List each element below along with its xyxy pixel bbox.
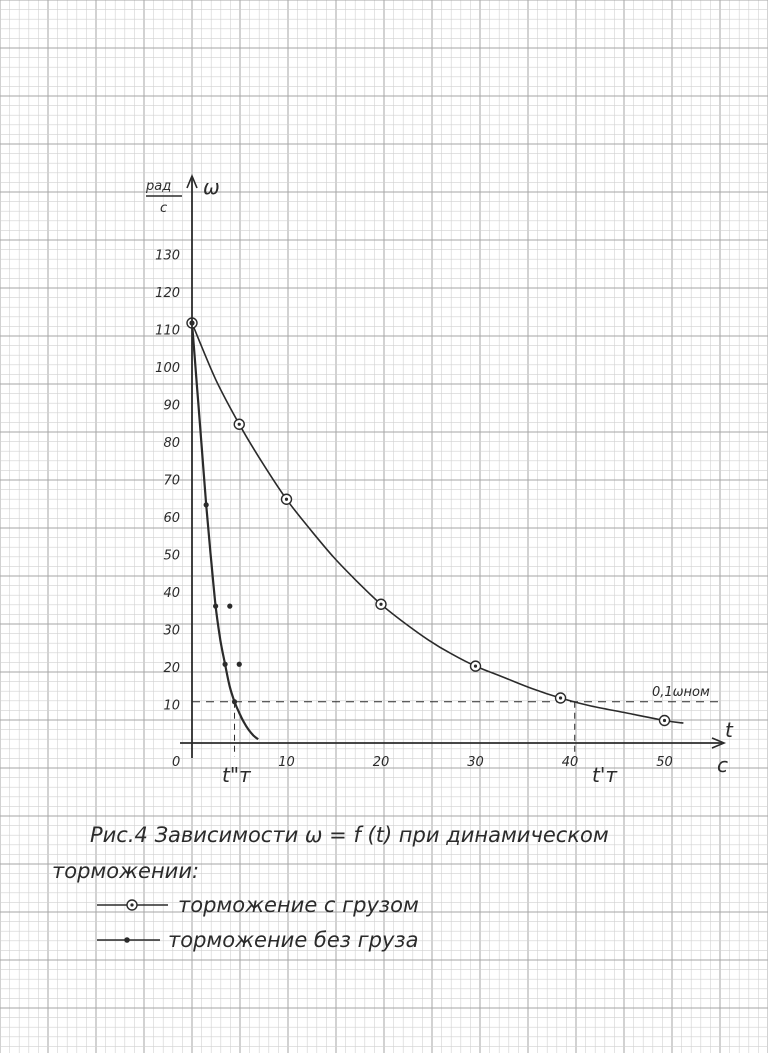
threshold-label: 0,1ωном	[652, 685, 710, 700]
data-point-loaded-center	[238, 423, 241, 426]
data-point-unloaded	[232, 699, 237, 704]
y-tick-label: 90	[163, 398, 180, 414]
x-tick-label: 40	[561, 755, 579, 770]
legend-marker-loaded-center	[130, 903, 133, 906]
x-tick-label: 20	[372, 755, 390, 770]
data-point-unloaded	[237, 662, 242, 667]
y-tick-label: 70	[163, 473, 180, 489]
y-tick-label: 130	[155, 248, 180, 264]
data-point-unloaded	[222, 662, 227, 667]
origin-label: 0	[172, 755, 181, 770]
y-tick-label: 110	[155, 323, 180, 339]
data-point-loaded-center	[285, 498, 288, 501]
y-tick-label: 10	[163, 698, 180, 714]
y-axis-unit-numerator: рад	[146, 179, 172, 194]
x-tick-label: 30	[467, 755, 484, 770]
y-tick-label: 120	[155, 286, 180, 301]
legend-marker-unloaded	[124, 937, 130, 943]
y-tick-label: 80	[163, 436, 180, 451]
y-tick-label: 40	[163, 586, 180, 601]
data-point-loaded-center	[663, 719, 666, 722]
y-tick-label: 60	[163, 511, 180, 526]
data-point-unloaded	[227, 604, 232, 609]
data-point-loaded-center	[379, 603, 382, 606]
y-tick-label: 50	[163, 548, 180, 564]
y-axis-unit-denominator: с	[160, 201, 168, 216]
x-tick-label: 10	[278, 755, 295, 770]
t-loaded-label: t'т	[592, 763, 617, 787]
legend-label-unloaded: торможение без груза	[168, 928, 419, 952]
y-tick-label: 20	[163, 661, 180, 676]
data-point-loaded-center	[559, 696, 562, 699]
data-point-unloaded	[204, 502, 209, 507]
x-tick-label: 50	[656, 755, 673, 770]
t-unloaded-label: t"т	[222, 763, 251, 787]
figure-caption-line2: торможении:	[52, 859, 200, 883]
data-point-unloaded	[213, 604, 218, 609]
data-point-loaded-center	[474, 665, 477, 668]
y-tick-label: 100	[155, 361, 180, 376]
y-tick-label: 30	[163, 623, 180, 639]
x-axis-unit: с	[717, 753, 728, 777]
figure-caption-line1: Рис.4 Зависимости ω = f (t) при динамическом	[90, 823, 609, 847]
x-axis-label: t	[725, 718, 733, 742]
y-axis-label: ω	[203, 175, 220, 199]
legend-label-loaded: торможение с грузом	[178, 893, 419, 917]
